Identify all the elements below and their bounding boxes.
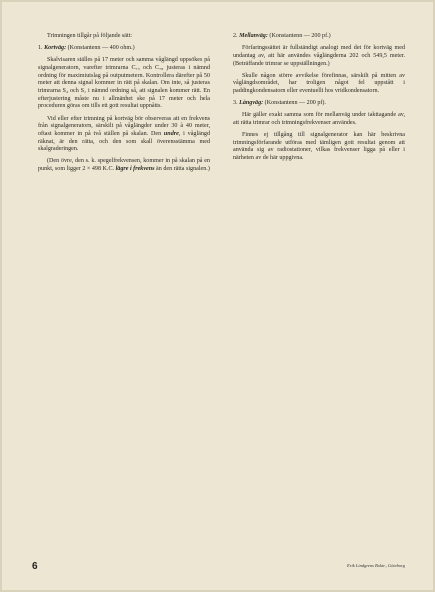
- section-subtitle: (Konstantenn — 400 ohm.): [66, 45, 135, 52]
- section-number: 3.: [233, 100, 238, 107]
- section-heading-kortvag: [38, 45, 210, 53]
- right-column: [233, 33, 405, 167]
- section-heading-mellanvag: [233, 33, 405, 41]
- section-title: Mellanväg:: [239, 33, 268, 39]
- text-run: Vid eller efter trimning på kortväg bör observeras att en frekvens från signalgeneratorn, särskilt på våglängder under 30 à 40 meter, oftast kommer in på två ställen på skalan. Den: [38, 115, 210, 137]
- kortvag-paragraph: Skalvisaren ställes på 17 meter och samma våglängd uppsökes på signalgeneratorn, varefter trimrarna C₇₃ och C₇₈ justeras i nämnd ordning för maximiutslag på outputmetern. Kontrollera därefter på 50 meter att denna signal kommer in rätt på skalan. Om inte, så justeras trimrarna S₄ och S₁ i nämnd ordning så, att signalen kommer rätt. En efterjustering måste nu i allmänhet ske på 17 meter och hela proceduren göras om tills ett gott resultat uppnåtts.: [38, 57, 210, 110]
- avvikelse-paragraph: Skulle någon större avvikelse förefinnas, särskilt på mitten av våglängdsområdet, har troligen något fel uppstått i paddingkondensatorn eller eventuellt hos vridkondensatorn.: [233, 72, 405, 94]
- intro-paragraph: Trimningen tillgår på följande sätt:: [47, 33, 133, 39]
- emphasis-text: lägre i frekvens: [115, 166, 155, 173]
- section-subtitle: (Konstantenn — 200 pf.): [267, 33, 331, 39]
- emphasis-text: undre: [163, 130, 179, 137]
- left-column: [38, 33, 210, 178]
- mellanvag-paragraph: Förfaringssättet är fullständigt analogt med det för kortväg med undantag av, att här användes våglängderna 202 och 549,5 meter. (Beträffande trimrar se uppställningen.): [233, 45, 405, 67]
- langvag-paragraph: Här gäller exakt samma som för mellanväg under iakttagande av, att rätta trimrar och trimningsfrekvenser användes.: [233, 112, 405, 126]
- text-run: än den rätta signalen.): [154, 166, 210, 173]
- spegelfrekvens-paragraph: [38, 116, 210, 155]
- text-run: , i våglängd räknat, är den rätta, och den som skall överensstämma med skalgraderingen.: [38, 130, 210, 153]
- note-paragraph: [38, 158, 210, 173]
- printer-imprint: Erik Lindgrens Boktr., Göteborg: [346, 563, 405, 568]
- section-subtitle: (Konstantenn — 200 pf).: [263, 100, 326, 107]
- section-title: Kortväg:: [44, 45, 67, 52]
- section-title: Långväg:: [239, 100, 264, 107]
- section-number: 1.: [38, 45, 43, 52]
- page-number: 6: [32, 561, 38, 572]
- signalgenerator-paragraph: Finnes ej tillgång till signalgenerator kan här beskrivna trimningsförfarande utföras med tämligen gott resultat genom att använda sig av radiostationer, vilkas frekvenser ligga på eller i närheten av de här uppgivna.: [233, 131, 405, 162]
- section-number: 2.: [233, 33, 238, 39]
- text-run: (Den övre, den s. k. spegelfrekvensen, kommer in på skalan på en punkt, som ligger 2 × 498 K.C.: [38, 158, 210, 173]
- section-heading-langvag: [233, 100, 405, 108]
